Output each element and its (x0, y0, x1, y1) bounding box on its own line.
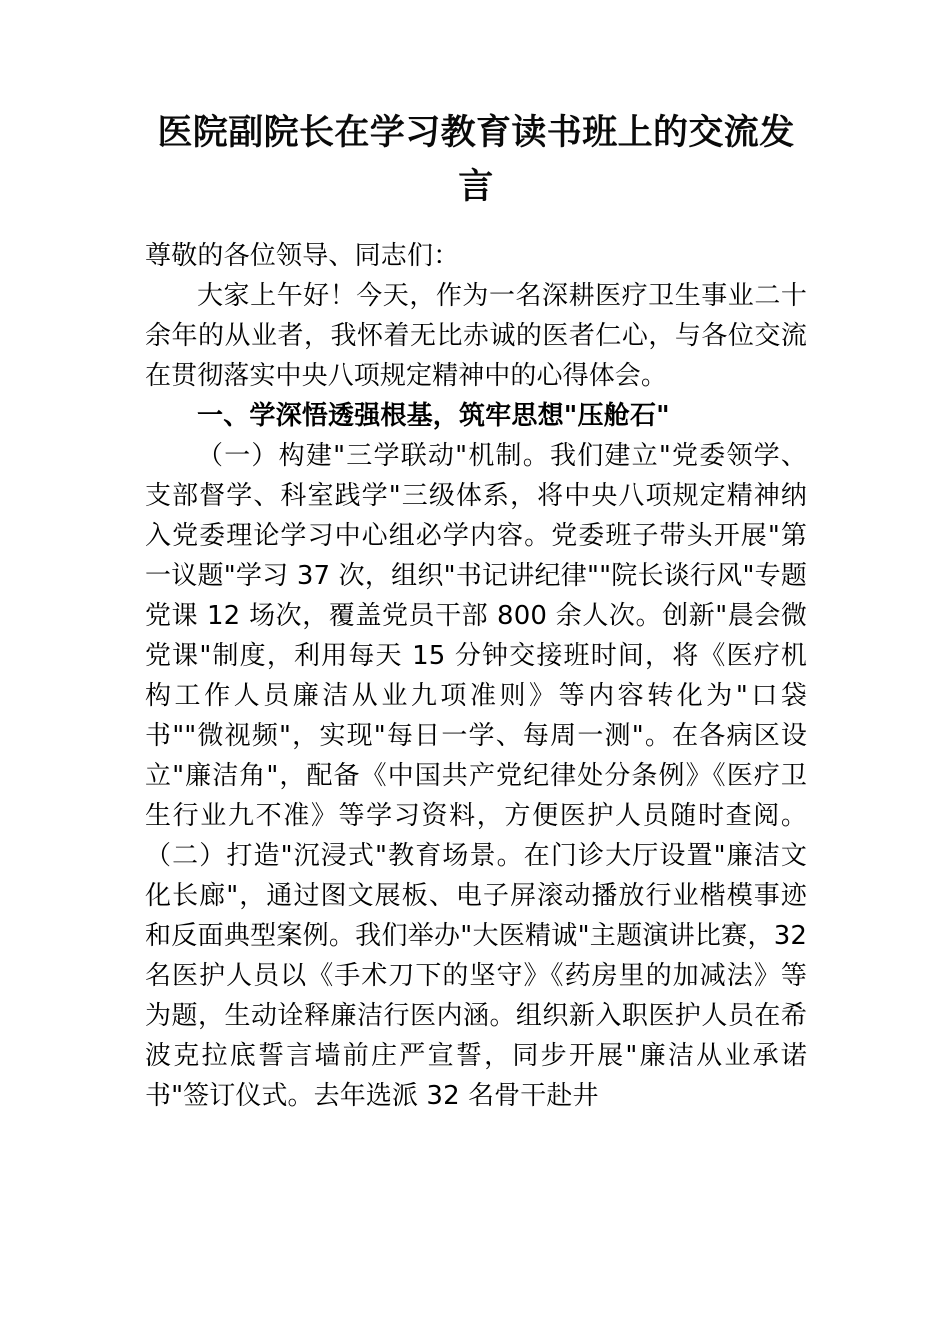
page-bottom-whitespace (145, 1116, 807, 1266)
paragraph-section-one-body: （一）构建"三学联动"机制。我们建立"党委领学、支部督学、科室践学"三级体系，将中央八项规定精神纳入党委理论学习中心组必学内容。党委班子带头开展"第一议题"学习 37 次，组织"书记讲纪律""院长谈行风"专题党课 12 场次，覆盖党员干部 800 余人次。创新"晨会微党课"制度，利用每天 15 分钟交接班时间，将《医疗机构工作人员廉洁从业九项准则》等内容转化为"口袋书""微视频"，实现"每日一学、每周一测"。在各病区设立"廉洁角"，配备《中国共产党纪律处分条例》《医疗卫生行业九不准》等学习资料，方便医护人员随时查阅。（二）打造"沉浸式"教育场景。在门诊大厅设置"廉洁文化长廊"，通过图文展板、电子屏滚动播放行业楷模事迹和反面典型案例。我们举办"大医精诚"主题演讲比赛，32 名医护人员以《手术刀下的坚守》《药房里的加减法》等为题，生动诠释廉洁行医内涵。组织新入职医护人员在希波克拉底誓言墙前庄严宣誓，同步开展"廉洁从业承诺书"签订仪式。去年选派 32 名骨干赴井 (145, 441, 807, 1111)
salutation-line: 尊敬的各位领导、同志们： (145, 241, 460, 271)
page-title: 医院副院长在学习教育读书班上的交流发言 (157, 112, 795, 207)
document-body (145, 106, 807, 1266)
paragraph-opening: 大家上午好！今天，作为一名深耕医疗卫生事业二十余年的从业者，我怀着无比赤诚的医者仁心，与各位交流在贯彻落实中央八项规定精神中的心得体会。 (145, 281, 807, 391)
section-heading-one: 一、学深悟透强根基，筑牢思想"压舱石" (197, 401, 670, 431)
